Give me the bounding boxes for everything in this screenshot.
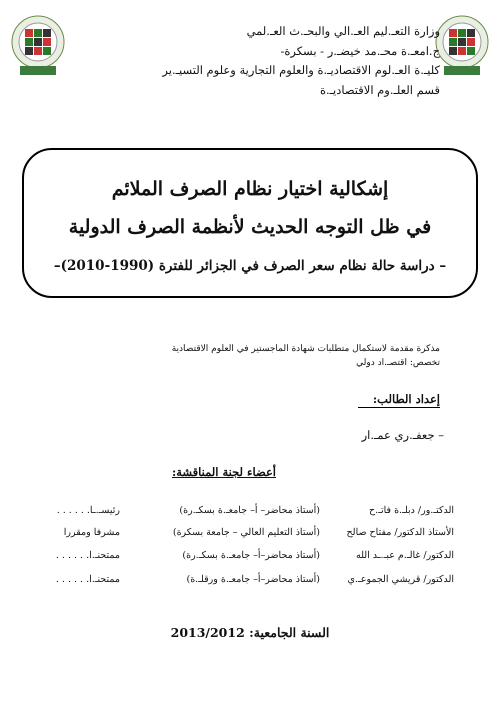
jury-member-role: ممتحنـ.ا. . . . . . (55, 550, 120, 561)
jury-member-role: مشرفا ومقررا (63, 527, 120, 538)
thesis-title-line2: في ظل التوجه الحديث لأنظمة الصرف الدولية (68, 216, 432, 238)
department-name: قسم العلـ.وم الاقتصاديـ.ة (319, 82, 440, 97)
ministry-name: وزارة التعـ.ليم العـ.الي والبحـ.ث العـ.لمي (246, 24, 440, 38)
memo-description (172, 342, 440, 370)
jury-member-name: الأستاذ الدكتور/ مفتاح صالح (346, 527, 454, 538)
thesis-title-box (22, 148, 478, 298)
thesis-title-line1: إشكالية اختيار نظام الصرف الملائم (111, 178, 389, 200)
jury-member-role: رئيسـ.ـا. . . . . . (56, 505, 120, 516)
faculty-name: كليـ.ة العـ.لوم الاقتصاديـ.ة والعلوم التجارية وعلوم التسيـ.ير (162, 63, 440, 77)
university-logo-left (8, 14, 68, 76)
jury-member-title: (أستاذ التعليم العالي – جامعة بسكرة) (172, 527, 320, 538)
memo-specialty: تخصص: اقتصـ.اد دولي (356, 358, 440, 368)
prepared-by-label: إعداد الطالب: (372, 392, 440, 406)
jury-member-row (0, 550, 500, 572)
jury-member-row (0, 574, 500, 596)
jury-member-name: الدكتـ.ور/ دبلـ.ة فاتـ.ح (369, 505, 454, 516)
jury-member-title: (أستاذ محاضر– أ– جامعـ.ة بسكـ.رة) (179, 505, 320, 516)
jury-member-row (0, 527, 500, 549)
institution-header (60, 22, 440, 100)
academic-year: السنة الجامعية: 2013/2012 (170, 625, 330, 640)
jury-member-title: (أستاذ محاضر–أ– جامعـ.ة ورقلـ.ة) (186, 574, 320, 585)
thesis-subtitle: – دراسة حالة نظام سعر الصرف في الجزائر للفترة (1990-2010)– (53, 258, 447, 274)
jury-member-row (0, 505, 500, 527)
university-name: ج.امعـ.ة محـ.مد خيضـ.ر - بسكرة- (280, 43, 440, 58)
jury-member-name: الدكتور/ قريشي الجموعـ.ي (347, 574, 454, 585)
university-logo-right (432, 14, 492, 76)
jury-member-title: (أستاذ محاضر–أ– جامعـ.ة بسكـ.رة) (182, 550, 320, 561)
student-name: – جعفـ.ري عمـ.ار (361, 428, 444, 442)
jury-member-name: الدكتور/ غالـ.م عبـ.ـد الله (356, 550, 454, 561)
memo-line-1: مذكرة مقدمة لاستكمال متطلبات شهادة الماجستير في العلوم الاقتصادية (171, 344, 440, 354)
jury-member-role: ممتحنـ.ا. . . . . . (55, 574, 120, 585)
prepared-by-underline (358, 407, 440, 408)
jury-label: أعضاء لجنة المناقشة: (172, 465, 276, 479)
